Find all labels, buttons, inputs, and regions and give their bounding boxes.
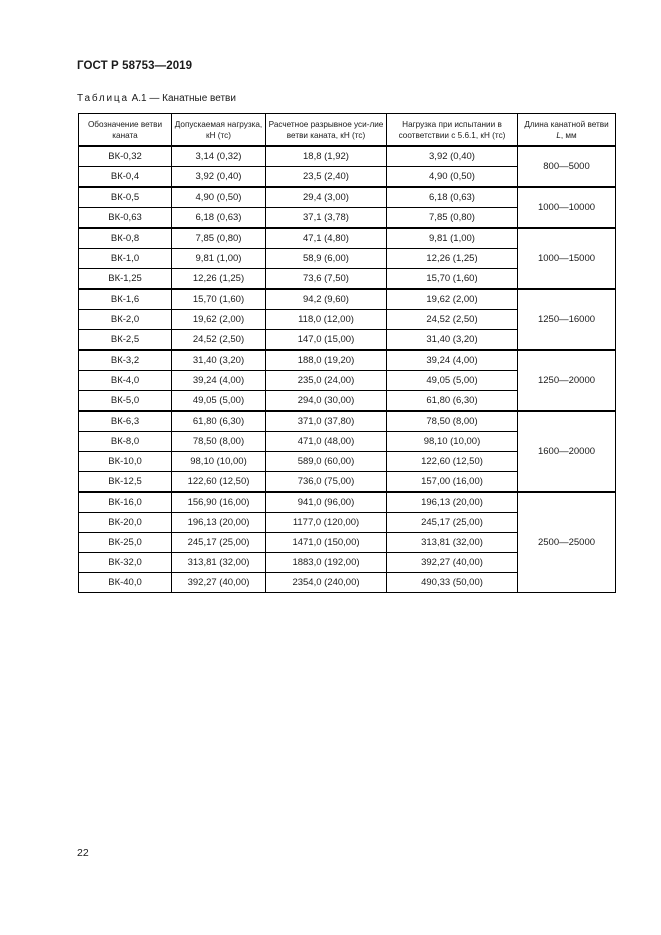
- cell-test-load: 49,05 (5,00): [387, 371, 518, 391]
- cell-breaking-force: 47,1 (4,80): [266, 228, 387, 249]
- cell-designation: ВК-5,0: [79, 391, 172, 412]
- cell-breaking-force: 941,0 (96,00): [266, 492, 387, 513]
- cell-breaking-force: 1471,0 (150,00): [266, 533, 387, 553]
- header-breaking-force: Расчетное разрывное уси-лие ветви каната, кН (тс): [266, 114, 387, 147]
- cell-breaking-force: 736,0 (75,00): [266, 472, 387, 493]
- header-permissible-load: Допускаемая нагрузка, кН (тс): [172, 114, 266, 147]
- cell-test-load: 157,00 (16,00): [387, 472, 518, 493]
- cell-permissible-load: 15,70 (1,60): [172, 289, 266, 310]
- cell-test-load: 6,18 (0,63): [387, 187, 518, 208]
- cell-test-load: 98,10 (10,00): [387, 432, 518, 452]
- cell-breaking-force: 1177,0 (120,00): [266, 513, 387, 533]
- cell-designation: ВК-0,5: [79, 187, 172, 208]
- table-row: [79, 492, 616, 513]
- cell-designation: ВК-12,5: [79, 472, 172, 493]
- cell-permissible-load: 24,52 (2,50): [172, 330, 266, 351]
- cell-branch-length: 1000—10000: [518, 187, 616, 228]
- cell-breaking-force: 235,0 (24,00): [266, 371, 387, 391]
- cell-breaking-force: 471,0 (48,00): [266, 432, 387, 452]
- cell-permissible-load: 7,85 (0,80): [172, 228, 266, 249]
- table-row: [79, 350, 616, 371]
- cell-designation: ВК-0,8: [79, 228, 172, 249]
- cell-test-load: 24,52 (2,50): [387, 310, 518, 330]
- cell-permissible-load: 39,24 (4,00): [172, 371, 266, 391]
- cell-designation: ВК-40,0: [79, 573, 172, 593]
- cell-designation: ВК-1,0: [79, 249, 172, 269]
- cell-breaking-force: 29,4 (3,00): [266, 187, 387, 208]
- cell-breaking-force: 188,0 (19,20): [266, 350, 387, 371]
- cell-permissible-load: 392,27 (40,00): [172, 573, 266, 593]
- cell-branch-length: 1250—20000: [518, 350, 616, 411]
- cell-breaking-force: 23,5 (2,40): [266, 167, 387, 188]
- cell-permissible-load: 156,90 (16,00): [172, 492, 266, 513]
- cell-test-load: 7,85 (0,80): [387, 208, 518, 229]
- header-branch-length: [518, 114, 616, 147]
- cell-test-load: 31,40 (3,20): [387, 330, 518, 351]
- cell-designation: ВК-1,25: [79, 269, 172, 290]
- cell-designation: ВК-0,4: [79, 167, 172, 188]
- cell-permissible-load: 9,81 (1,00): [172, 249, 266, 269]
- cell-permissible-load: 245,17 (25,00): [172, 533, 266, 553]
- cell-permissible-load: 196,13 (20,00): [172, 513, 266, 533]
- cell-designation: ВК-25,0: [79, 533, 172, 553]
- rope-branches-table: [78, 113, 616, 593]
- table-caption-prefix: Таблица: [77, 93, 129, 104]
- table-row: [79, 146, 616, 167]
- table-row: [79, 228, 616, 249]
- cell-permissible-load: 313,81 (32,00): [172, 553, 266, 573]
- table-row: [79, 289, 616, 310]
- cell-permissible-load: 61,80 (6,30): [172, 411, 266, 432]
- cell-branch-length: 2500—25000: [518, 492, 616, 593]
- cell-permissible-load: 122,60 (12,50): [172, 472, 266, 493]
- cell-designation: ВК-3,2: [79, 350, 172, 371]
- cell-test-load: 61,80 (6,30): [387, 391, 518, 412]
- cell-test-load: 313,81 (32,00): [387, 533, 518, 553]
- table-row: [79, 187, 616, 208]
- document-header: ГОСТ Р 58753—2019: [77, 60, 193, 72]
- cell-designation: ВК-1,6: [79, 289, 172, 310]
- cell-test-load: 15,70 (1,60): [387, 269, 518, 290]
- cell-breaking-force: 371,0 (37,80): [266, 411, 387, 432]
- cell-designation: ВК-8,0: [79, 432, 172, 452]
- cell-designation: ВК-2,5: [79, 330, 172, 351]
- header-length-unit: , мм: [560, 130, 577, 140]
- cell-permissible-load: 49,05 (5,00): [172, 391, 266, 412]
- cell-test-load: 19,62 (2,00): [387, 289, 518, 310]
- cell-branch-length: 1250—16000: [518, 289, 616, 350]
- cell-designation: ВК-4,0: [79, 371, 172, 391]
- cell-test-load: 12,26 (1,25): [387, 249, 518, 269]
- table-row: [79, 411, 616, 432]
- cell-test-load: 122,60 (12,50): [387, 452, 518, 472]
- cell-test-load: 4,90 (0,50): [387, 167, 518, 188]
- cell-breaking-force: 147,0 (15,00): [266, 330, 387, 351]
- table-body: [79, 146, 616, 593]
- header-designation: Обозначение ветви каната: [79, 114, 172, 147]
- cell-permissible-load: 78,50 (8,00): [172, 432, 266, 452]
- table-caption-title: А.1 — Канатные ветви: [128, 93, 236, 104]
- cell-designation: ВК-20,0: [79, 513, 172, 533]
- cell-permissible-load: 19,62 (2,00): [172, 310, 266, 330]
- cell-test-load: 39,24 (4,00): [387, 350, 518, 371]
- cell-breaking-force: 73,6 (7,50): [266, 269, 387, 290]
- cell-designation: ВК-2,0: [79, 310, 172, 330]
- page-number: 22: [77, 847, 89, 859]
- cell-branch-length: 1600—20000: [518, 411, 616, 492]
- cell-test-load: 3,92 (0,40): [387, 146, 518, 167]
- cell-breaking-force: 2354,0 (240,00): [266, 573, 387, 593]
- cell-permissible-load: 31,40 (3,20): [172, 350, 266, 371]
- table-header-row: [79, 114, 616, 147]
- cell-designation: ВК-16,0: [79, 492, 172, 513]
- cell-designation: ВК-10,0: [79, 452, 172, 472]
- cell-designation: ВК-32,0: [79, 553, 172, 573]
- header-length-text: Длина канатной ветви: [524, 119, 609, 129]
- cell-permissible-load: 6,18 (0,63): [172, 208, 266, 229]
- cell-breaking-force: 589,0 (60,00): [266, 452, 387, 472]
- cell-breaking-force: 294,0 (30,00): [266, 391, 387, 412]
- cell-breaking-force: 118,0 (12,00): [266, 310, 387, 330]
- cell-permissible-load: 4,90 (0,50): [172, 187, 266, 208]
- cell-test-load: 196,13 (20,00): [387, 492, 518, 513]
- cell-breaking-force: 18,8 (1,92): [266, 146, 387, 167]
- cell-test-load: 78,50 (8,00): [387, 411, 518, 432]
- cell-breaking-force: 94,2 (9,60): [266, 289, 387, 310]
- table-caption: [77, 93, 236, 104]
- cell-permissible-load: 12,26 (1,25): [172, 269, 266, 290]
- cell-designation: ВК-0,32: [79, 146, 172, 167]
- cell-breaking-force: 1883,0 (192,00): [266, 553, 387, 573]
- cell-test-load: 245,17 (25,00): [387, 513, 518, 533]
- cell-designation: ВК-6,3: [79, 411, 172, 432]
- cell-breaking-force: 37,1 (3,78): [266, 208, 387, 229]
- header-length-variable: L: [556, 130, 561, 140]
- cell-permissible-load: 3,14 (0,32): [172, 146, 266, 167]
- cell-branch-length: 1000—15000: [518, 228, 616, 289]
- cell-test-load: 9,81 (1,00): [387, 228, 518, 249]
- header-test-load: Нагрузка при испытании в соответствии с 5.6.1, кН (тс): [387, 114, 518, 147]
- cell-branch-length: 800—5000: [518, 146, 616, 187]
- cell-test-load: 490,33 (50,00): [387, 573, 518, 593]
- cell-test-load: 392,27 (40,00): [387, 553, 518, 573]
- cell-breaking-force: 58,9 (6,00): [266, 249, 387, 269]
- cell-permissible-load: 98,10 (10,00): [172, 452, 266, 472]
- cell-permissible-load: 3,92 (0,40): [172, 167, 266, 188]
- cell-designation: ВК-0,63: [79, 208, 172, 229]
